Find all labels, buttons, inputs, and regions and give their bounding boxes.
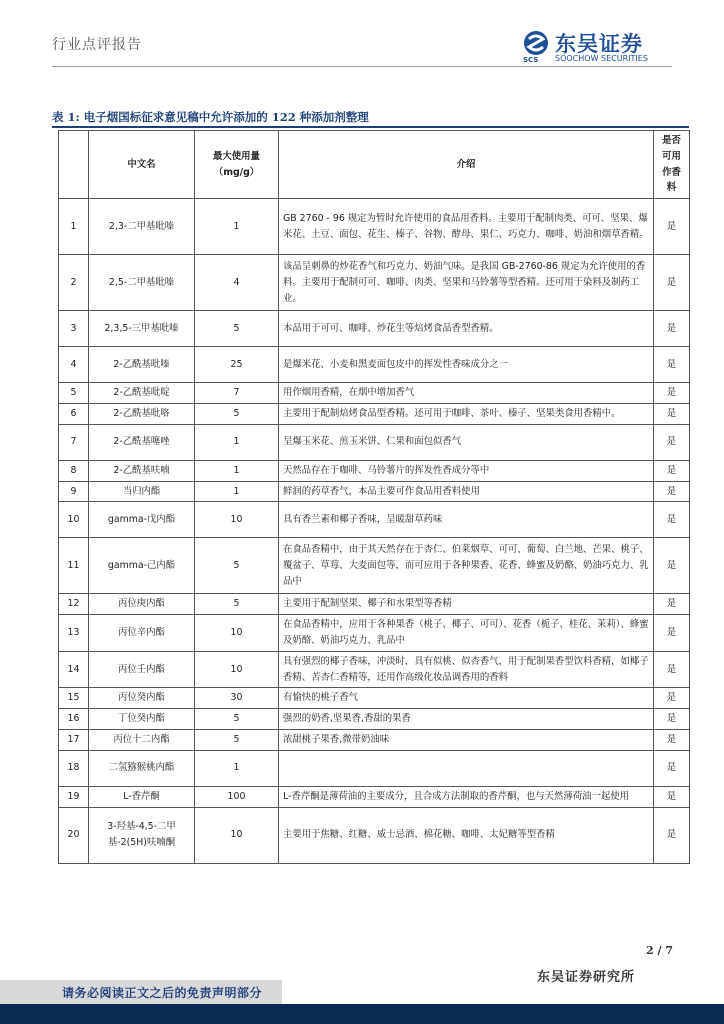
usable-as-flavor: 是 <box>654 651 690 688</box>
table-row <box>59 502 690 538</box>
logo-abbr: SCS <box>523 56 539 64</box>
header-name: 中文名 <box>89 131 195 199</box>
row-number: 5 <box>59 383 89 404</box>
table-row <box>59 538 690 594</box>
description: 具有香兰素和椰子香味，呈暖甜草药味 <box>279 502 654 538</box>
max-usage: 5 <box>195 594 279 615</box>
max-usage: 4 <box>195 255 279 311</box>
max-usage: 10 <box>195 615 279 652</box>
table-row <box>59 424 690 460</box>
max-usage: 5 <box>195 403 279 424</box>
usable-as-flavor: 是 <box>654 502 690 538</box>
row-number: 17 <box>59 729 89 750</box>
row-number: 7 <box>59 424 89 460</box>
description: 呈爆玉米花、煎玉米饼、仁果和面包似香气 <box>279 424 654 460</box>
max-usage: 5 <box>195 538 279 594</box>
logo-chinese-name: 东吴证券 <box>555 32 643 56</box>
table-row <box>59 594 690 615</box>
table-row <box>59 311 690 347</box>
table-row <box>59 750 690 786</box>
description: L-香芹酮是薄荷油的主要成分，且合成方法制取的香芹酮，也与天然薄荷油一起使用 <box>279 786 654 807</box>
description: GB 2760 - 96 规定为暂时允许使用的食品用香料。主要用于配制肉类、可可、坚果、爆米花、土豆、面包、花生、榛子、谷物、酵母、果仁、巧克力、咖啡、奶油和烟草香精。 <box>279 199 654 255</box>
table-row <box>59 403 690 424</box>
chinese-name: 丙位庚内酯 <box>89 594 195 615</box>
description: 有愉快的桃子香气 <box>279 688 654 709</box>
row-number: 11 <box>59 538 89 594</box>
footer-bar <box>0 1004 724 1024</box>
description: 浓甜桃子果香,微带奶油味 <box>279 729 654 750</box>
max-usage: 1 <box>195 481 279 502</box>
company-logo <box>523 30 673 64</box>
table-row <box>59 199 690 255</box>
max-usage: 25 <box>195 347 279 383</box>
row-number: 13 <box>59 615 89 652</box>
row-number: 12 <box>59 594 89 615</box>
description: 是爆米花、小麦和黑麦面包皮中的挥发性香味成分之一 <box>279 347 654 383</box>
report-type-label: 行业点评报告 <box>52 37 142 53</box>
row-number: 20 <box>59 807 89 863</box>
max-usage: 10 <box>195 502 279 538</box>
usable-as-flavor: 是 <box>654 538 690 594</box>
row-number: 6 <box>59 403 89 424</box>
description: 在食品香精中，由于其天然存在于杏仁、伯莱烟草、可可、葡萄、白兰地、芒果、桃子、覆盆子、草莓、大麦面包等，而可应用于各种果香、花香、蜂蜜及奶酪、奶油巧克力、乳品中 <box>279 538 654 594</box>
table-row <box>59 688 690 709</box>
usable-as-flavor: 是 <box>654 594 690 615</box>
chinese-name: L-香芹酮 <box>89 786 195 807</box>
header-flavor: 是否可用作香料 <box>654 131 690 199</box>
institute-name: 东吴证券研究所 <box>537 970 636 985</box>
usable-as-flavor: 是 <box>654 688 690 709</box>
description: 强烈的奶香,坚果香,香甜的果香 <box>279 709 654 730</box>
chinese-name: 丙位十二内酯 <box>89 729 195 750</box>
header-max-use: 最大使用量（mg/g） <box>195 131 279 199</box>
chinese-name: gamma-己内酯 <box>89 538 195 594</box>
row-number: 8 <box>59 460 89 481</box>
chinese-name: 2-乙酰基吡嗪 <box>89 347 195 383</box>
row-number: 14 <box>59 651 89 688</box>
description: 鲜润的药草香气，本品主要可作食品用香料使用 <box>279 481 654 502</box>
chinese-name: 丙位壬内酯 <box>89 651 195 688</box>
row-number: 4 <box>59 347 89 383</box>
table-row <box>59 383 690 404</box>
usable-as-flavor: 是 <box>654 311 690 347</box>
table-row <box>59 786 690 807</box>
chinese-name: 丙位癸内酯 <box>89 688 195 709</box>
chinese-name: 2-乙酰基吡咯 <box>89 403 195 424</box>
max-usage: 5 <box>195 729 279 750</box>
description: 该品呈刺鼻的炒花香气和巧克力、奶油气味。是我国 GB-2760-86 规定为允许使用的香料。主要用于配制可可、咖啡、肉类、坚果和马铃薯等型香精。还可用于染料及制药工业。 <box>279 255 654 311</box>
chinese-name: 丙位辛内酯 <box>89 615 195 652</box>
chinese-name: 2-乙酰基吡啶 <box>89 383 195 404</box>
table-row <box>59 347 690 383</box>
table-row <box>59 807 690 863</box>
logo-english-name: SOOCHOW SECURITIES <box>555 54 648 63</box>
row-number: 16 <box>59 709 89 730</box>
chinese-name: 3-羟基-4,5-二甲基-2(5H)呋喃酮 <box>89 807 195 863</box>
usable-as-flavor: 是 <box>654 383 690 404</box>
max-usage: 30 <box>195 688 279 709</box>
usable-as-flavor: 是 <box>654 460 690 481</box>
usable-as-flavor: 是 <box>654 807 690 863</box>
usable-as-flavor: 是 <box>654 199 690 255</box>
row-number: 15 <box>59 688 89 709</box>
chinese-name: 2,5-二甲基吡嗪 <box>89 255 195 311</box>
table-row <box>59 460 690 481</box>
table-row <box>59 481 690 502</box>
usable-as-flavor: 是 <box>654 615 690 652</box>
usable-as-flavor: 是 <box>654 347 690 383</box>
description: 在食品香精中，应用于各种果香（桃子、椰子、可可）、花香（栀子、桂花、茉莉）、蜂蜜及奶酪、奶油巧克力、乳品中 <box>279 615 654 652</box>
description: 本品用于可可、咖啡、炒花生等焙烤食品香型香精。 <box>279 311 654 347</box>
row-number: 18 <box>59 750 89 786</box>
table-row <box>59 255 690 311</box>
max-usage: 5 <box>195 709 279 730</box>
page-number: 2 / 7 <box>646 944 673 957</box>
table-row <box>59 615 690 652</box>
usable-as-flavor: 是 <box>654 481 690 502</box>
description: 天然品存在于咖啡、马铃薯片的挥发性香成分等中 <box>279 460 654 481</box>
header-intro: 介绍 <box>279 131 654 199</box>
header-no <box>59 131 89 199</box>
chinese-name: 2,3-二甲基吡嗪 <box>89 199 195 255</box>
description: 具有强烈的椰子香味，冲淡时，具有似桃、似杏香气，用于配制果香型饮料香精，如椰子香精、苦杏仁香精等，还用作高级化妆品调香用的香料 <box>279 651 654 688</box>
max-usage: 100 <box>195 786 279 807</box>
table-row <box>59 651 690 688</box>
usable-as-flavor: 是 <box>654 255 690 311</box>
max-usage: 5 <box>195 311 279 347</box>
logo-mark-icon <box>523 30 549 56</box>
chinese-name: 当归内酯 <box>89 481 195 502</box>
row-number: 19 <box>59 786 89 807</box>
description: 主要用于配制坚果、椰子和水果型等香精 <box>279 594 654 615</box>
max-usage: 7 <box>195 383 279 404</box>
table-top-rule <box>52 126 689 128</box>
table-header-row <box>59 131 690 199</box>
usable-as-flavor: 是 <box>654 709 690 730</box>
chinese-name: 2-乙酰基呋喃 <box>89 460 195 481</box>
usable-as-flavor: 是 <box>654 786 690 807</box>
description <box>279 750 654 786</box>
chinese-name: gamma-戊内酯 <box>89 502 195 538</box>
table-caption: 表 1: 电子烟国标征求意见稿中允许添加的 122 种添加剂整理 <box>52 110 369 124</box>
row-number: 10 <box>59 502 89 538</box>
additives-table <box>58 130 690 864</box>
chinese-name: 二氢猕猴桃内酯 <box>89 750 195 786</box>
max-usage: 1 <box>195 424 279 460</box>
chinese-name: 2,3,5-三甲基吡嗪 <box>89 311 195 347</box>
table-row <box>59 709 690 730</box>
description: 主要用于配制焙烤食品型香精。还可用于咖啡、茶叶、榛子、坚果类食用香精中。 <box>279 403 654 424</box>
disclaimer-text: 请务必阅读正文之后的免责声明部分 <box>62 986 263 1000</box>
chinese-name: 丁位癸内酯 <box>89 709 195 730</box>
row-number: 9 <box>59 481 89 502</box>
row-number: 1 <box>59 199 89 255</box>
usable-as-flavor: 是 <box>654 729 690 750</box>
usable-as-flavor: 是 <box>654 750 690 786</box>
max-usage: 1 <box>195 199 279 255</box>
chinese-name: 2-乙酰基噻唑 <box>89 424 195 460</box>
table-row <box>59 729 690 750</box>
description: 用作烟用香精，在烟中增加香气 <box>279 383 654 404</box>
max-usage: 10 <box>195 807 279 863</box>
description: 主要用于焦糖、红糖、威士忌酒、棉花糖、咖啡、太妃糖等型香精 <box>279 807 654 863</box>
row-number: 2 <box>59 255 89 311</box>
max-usage: 10 <box>195 651 279 688</box>
max-usage: 1 <box>195 750 279 786</box>
header-divider <box>52 66 672 67</box>
row-number: 3 <box>59 311 89 347</box>
usable-as-flavor: 是 <box>654 403 690 424</box>
usable-as-flavor: 是 <box>654 424 690 460</box>
max-usage: 1 <box>195 460 279 481</box>
